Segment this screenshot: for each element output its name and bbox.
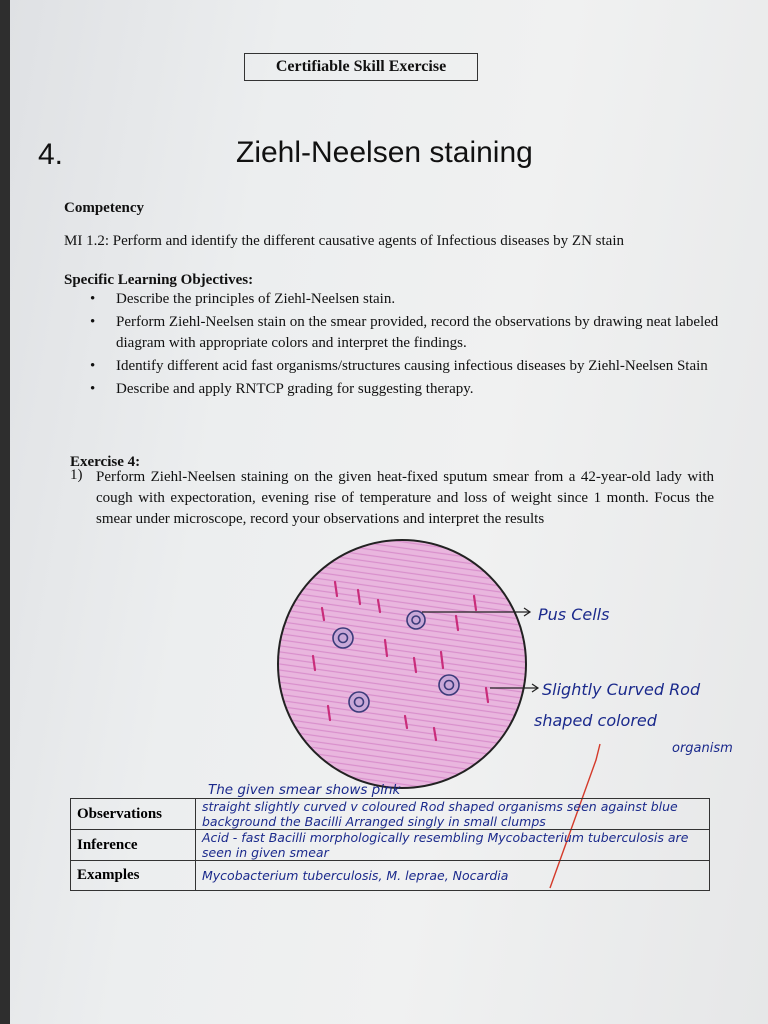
pus-cell (333, 628, 353, 648)
competency-heading: Competency (64, 200, 144, 216)
competency-text: MI 1.2: Perform and identify the different causative agents of Infectious diseases by ZN stain (64, 233, 624, 249)
task-text: Perform Ziehl-Neelsen staining on the given heat-fixed sputum smear from a 42-year-old lady with cough with expectoration, evening rise of temperature and loss of weight since 1 month. Focus the smear under microscope, record your observations and interpret the results (96, 469, 714, 527)
list-item: • Identify different acid fast organisms/structures causing infectious diseases by Ziehl-Neelsen Stain (88, 356, 728, 377)
exercise-heading: Exercise 4: (70, 454, 141, 470)
inference-label: Inference (71, 830, 196, 861)
results-table (70, 798, 710, 891)
bacilli-label-line2: shaped colored (534, 711, 657, 730)
list-item: • Perform Ziehl-Neelsen stain on the smear provided, record the observations by drawing neat labeled diagram with appropriate colors and interpret the findings. (88, 312, 728, 354)
exercise-number: 4. (38, 138, 64, 171)
examples-label: Examples (71, 861, 196, 891)
worksheet-page (10, 0, 768, 1024)
pus-cell (349, 692, 369, 712)
table-row (71, 861, 710, 891)
inference-value: Acid - fast Bacilli morphologically resembling Mycobacterium tuberculosis are seen in given smear (196, 830, 710, 861)
observations-intro: The given smear shows pink (208, 782, 401, 798)
objectives-heading: Specific Learning Objectives: (64, 272, 254, 288)
table-row (71, 830, 710, 861)
table-row (71, 799, 710, 830)
pus-cell (407, 611, 425, 629)
pus-cells-label: Pus Cells (538, 605, 610, 624)
skill-exercise-label: Certifiable Skill Exercise (244, 53, 478, 81)
bacilli-label-line1: Slightly Curved Rod (542, 680, 701, 699)
observations-value: straight slightly curved v coloured Rod shaped organisms seen against blue background the Bacilli Arranged singly in small clumps (196, 799, 710, 830)
pus-cell (439, 675, 459, 695)
list-item: • Describe and apply RNTCP grading for suggesting therapy. (88, 379, 728, 400)
examples-value: Mycobacterium tuberculosis, M. leprae, Nocardia (196, 861, 710, 891)
list-item: • Describe the principles of Ziehl-Neelsen stain. (88, 289, 728, 310)
task-number: 1) (70, 467, 83, 483)
exercise-title: Ziehl-Neelsen staining (236, 136, 533, 169)
bacilli-label-line3: organism (672, 741, 733, 756)
observations-label: Observations (71, 799, 196, 830)
